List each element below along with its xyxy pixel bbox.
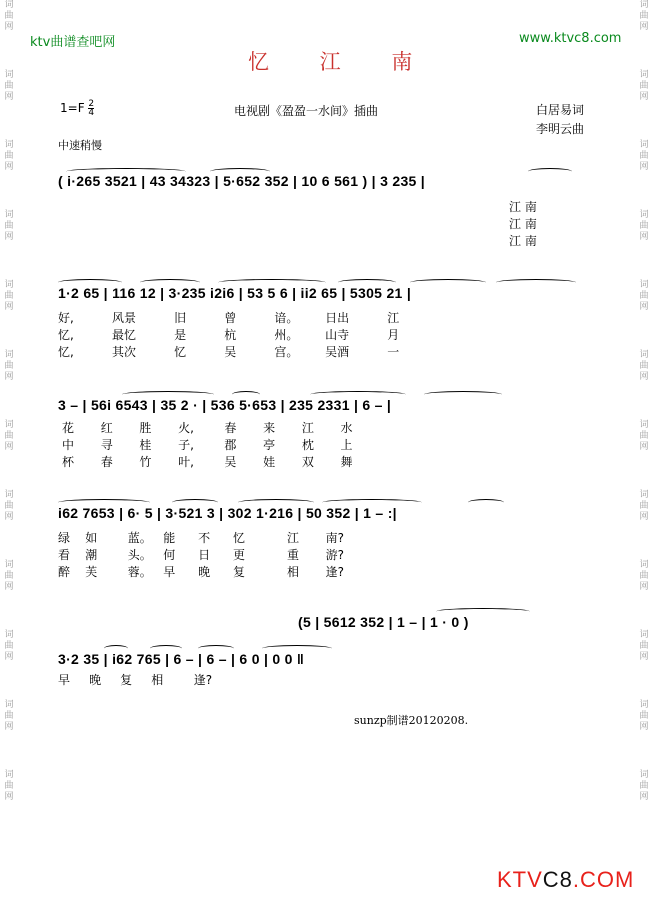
site-name-left: ktv曲谱查吧网 [30,35,116,50]
key-label: 1=F [60,101,85,115]
composer: 李明云曲 [536,122,585,136]
lyric-line-2: 忆, 最忆 是 杭 州。 山寺 月 [58,328,400,342]
slur [468,499,504,506]
logo-part-com: .COM [572,867,635,892]
watermark-stamp: 词 曲 网 [4,210,14,242]
watermark-stamp: 词 曲 网 [639,490,649,522]
lyric-line-2: 江 南 [509,217,537,231]
slur [172,499,218,506]
lyric-line-1: 好, 风景 旧 曾 谙。 日出 江 [58,311,400,325]
song-source: 电视剧《盈盈一水间》插曲 [234,104,379,118]
site-url-right: www.ktvc8.com [519,31,622,46]
watermark-stamp: 词 曲 网 [4,0,14,32]
score-row-4-notes: i62 7653 | 6· 5 | 3·521 3 | 302 1·216 | 50 352 | 1 – :| [58,505,397,521]
lyric-line-2: 中 寻 桂 子, 郡 亭 枕 上 [62,438,353,452]
slur [104,645,128,652]
lyric-line-3: 杯 春 竹 叶, 吴 娃 双 舞 [62,455,353,469]
watermark-stamp: 词 曲 网 [4,70,14,102]
score-row-1-notes: ( i·265 3521 | 43 34323 | 5·652 352 | 10 6 561 ) | 3 235 | [58,173,426,189]
song-title: 忆 江 南 [248,50,435,74]
watermark-stamp: 词 曲 网 [639,0,649,32]
watermark-stamp: 词 曲 网 [4,280,14,312]
footer-logo [497,867,634,893]
slur [338,279,396,286]
slur [140,279,200,286]
watermark-stamp: 词 曲 网 [4,350,14,382]
time-sig-top: 2 [88,99,95,109]
slur [218,279,326,286]
logo-part-c8: C8 [542,867,573,892]
slur [238,499,314,506]
watermark-stamp: 词 曲 网 [639,210,649,242]
logo-part-ktv: KTV [497,867,543,892]
watermark-stamp: 词 曲 网 [639,420,649,452]
time-sig-bottom: 4 [88,108,95,118]
watermark-left [2,0,16,840]
lyric-line-3: 江 南 [509,234,537,248]
watermark-stamp: 词 曲 网 [4,140,14,172]
watermark-stamp: 词 曲 网 [4,420,14,452]
watermark-stamp: 词 曲 网 [639,630,649,662]
lyricist: 白居易词 [536,103,585,117]
watermark-stamp: 词 曲 网 [639,70,649,102]
tempo-marking: 中速稍慢 [58,139,102,152]
slur [198,645,234,652]
score-row-3-notes: 3 – | 56i 6543 | 35 2 · | 536 5·653 | 235 2331 | 6 – | [58,397,392,413]
time-signature [88,100,94,117]
lyric-line-2: 看 潮 头。 何 日 更 重 游? [58,548,345,562]
lyric-line-1: 花 红 胜 火, 春 来 江 水 [62,421,353,435]
slur [122,391,214,398]
lyric-line-1: 绿 如 蓝。 能 不 忆 江 南? [58,531,345,545]
lyric-line-1: 江 南 [509,200,537,214]
slur [322,499,422,506]
slur [232,391,260,398]
slur [436,608,530,615]
score-row-4-lyrics [58,530,344,581]
watermark-stamp: 词 曲 网 [4,490,14,522]
score-row-2-notes: 1·2 65 | 116 12 | 3·235 i2i6 | 53 5 6 | ii2 65 | 5305 21 | [58,285,412,301]
watermark-stamp: 词 曲 网 [639,350,649,382]
slur [66,168,186,175]
watermark-stamp: 词 曲 网 [639,280,649,312]
score-row-5-intro-notes: (5 | 5612 352 | 1 – | 1 · 0 ) [298,614,469,630]
slur [528,168,572,175]
score-row-1-lyrics [509,199,537,250]
transcriber-credit: sunzp制谱20120208. [354,714,469,727]
watermark-stamp: 词 曲 网 [639,140,649,172]
slur [310,391,406,398]
slur [424,391,502,398]
watermark-stamp: 词 曲 网 [4,560,14,592]
slur [410,279,486,286]
slur [496,279,576,286]
watermark-right [637,0,651,840]
slur [58,499,150,506]
watermark-stamp: 词 曲 网 [639,560,649,592]
watermark-stamp: 词 曲 网 [4,700,14,732]
slur [58,279,122,286]
score-row-5-notes: 3·2 35 | i62 765 | 6 – | 6 – | 6 0 | 0 0 ‖ [58,651,305,667]
score-row-2-lyrics [58,310,399,361]
lyric-line-3: 醉 芙 蓉。 早 晚 复 相 逢? [58,565,345,579]
slur [150,645,182,652]
watermark-stamp: 词 曲 网 [639,770,649,802]
watermark-stamp: 词 曲 网 [4,770,14,802]
score-row-5-lyrics: 早 晚 复 相 逢? [58,673,213,687]
slur [210,168,270,175]
watermark-stamp: 词 曲 网 [4,630,14,662]
watermark-stamp: 词 曲 网 [639,700,649,732]
score-row-3-lyrics [62,420,353,471]
key-signature [60,100,94,117]
lyric-line-3: 忆, 其次 忆 吴 宫。 吴酒 一 [58,345,400,359]
slur [262,645,332,652]
